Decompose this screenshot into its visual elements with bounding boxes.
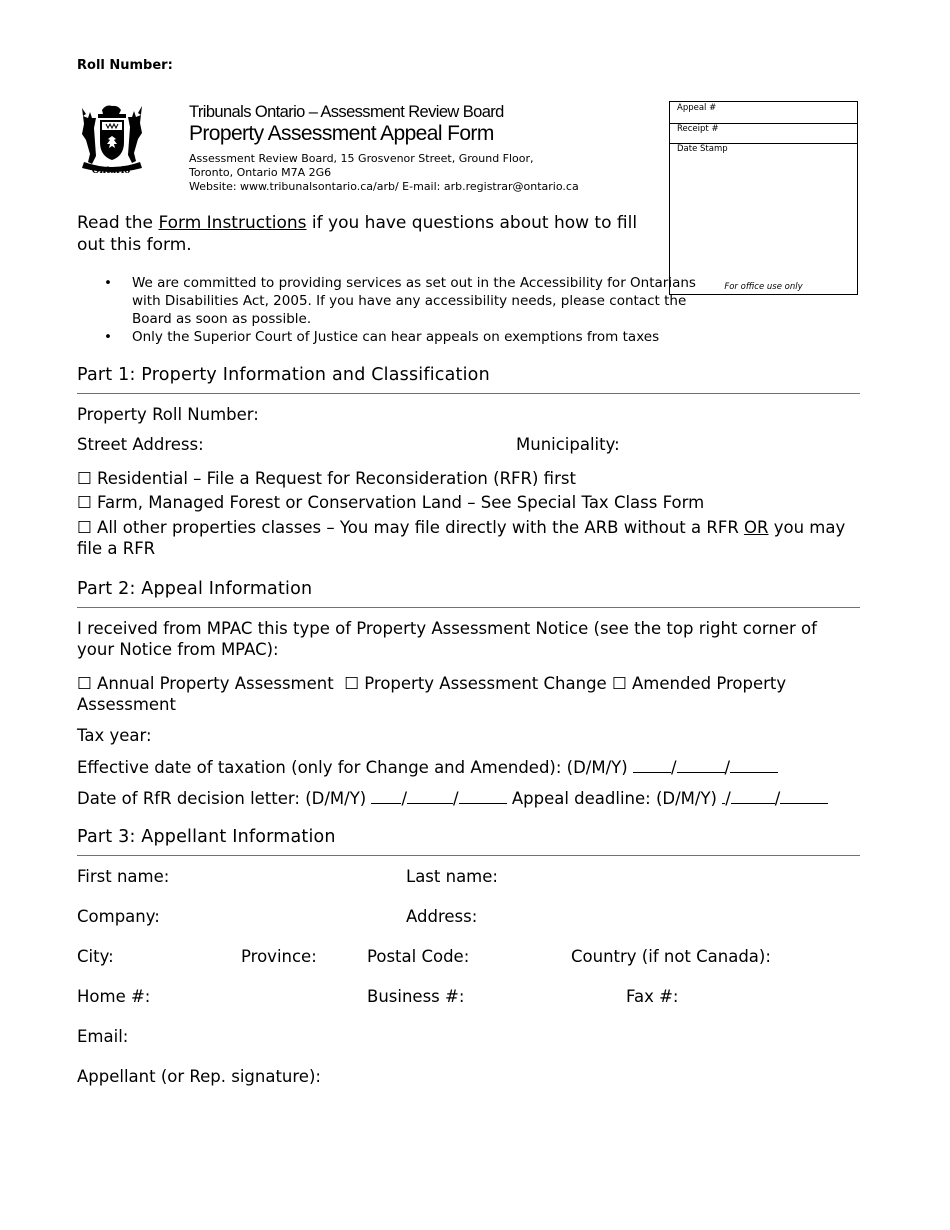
other-label-or: OR	[744, 518, 769, 537]
notice-list	[104, 274, 704, 346]
annual-label: Annual Property Assessment	[97, 674, 334, 693]
home-phone-field[interactable]: Home #:	[77, 987, 151, 1006]
checkbox-icon[interactable]: ☐	[77, 674, 92, 693]
effective-date-label: Effective date of taxation (only for Change and Amended): (D/M/Y)	[77, 758, 628, 777]
slash: /	[453, 789, 459, 808]
checkbox-icon[interactable]: ☐	[611, 674, 627, 693]
organization-name: Tribunals Ontario – Assessment Review Board	[189, 103, 504, 121]
checkbox-icon[interactable]: ☐	[77, 469, 92, 488]
exemption-notice: Only the Superior Court of Justice can hear appeals on exemptions from taxes	[132, 329, 660, 345]
checkbox-icon[interactable]: ☐	[77, 518, 92, 537]
change-label: Property Assessment Change	[364, 674, 607, 693]
business-phone-field[interactable]: Business #:	[367, 987, 465, 1006]
deadline-month-input[interactable]	[731, 787, 775, 804]
list-item	[104, 274, 704, 328]
tax-year-field[interactable]: Tax year:	[77, 726, 152, 745]
rfr-year-input[interactable]	[459, 787, 507, 804]
slash: /	[401, 789, 408, 808]
rfr-date-label: Date of RfR decision letter: (D/M/Y)	[77, 789, 367, 808]
effective-year-input[interactable]	[730, 756, 778, 773]
country-field[interactable]: Country (if not Canada):	[571, 947, 771, 966]
residential-option[interactable]	[77, 468, 576, 489]
rfr-day-input[interactable]	[371, 787, 401, 804]
slash: /	[725, 789, 731, 808]
farm-option[interactable]	[77, 492, 704, 513]
list-item	[104, 328, 704, 346]
intro-pre: Read the	[77, 213, 159, 233]
property-roll-number-field[interactable]: Property Roll Number:	[77, 405, 259, 424]
effective-date-row	[77, 756, 778, 778]
appeal-number-row	[670, 102, 857, 124]
logo-label: Ontario	[91, 166, 131, 176]
bullet-icon: •	[104, 329, 112, 345]
part1-divider	[77, 393, 860, 394]
part3-heading: Part 3: Appellant Information	[77, 827, 336, 847]
accessibility-notice: We are committed to providing services as set out in the Accessibility for Ontarians with Disabilities Act, 2005. If you have any accessibility needs, please contact the Board as soon as possible.	[132, 275, 696, 327]
municipality-field[interactable]: Municipality:	[516, 435, 620, 454]
roll-number-label: Roll Number:	[77, 58, 173, 73]
other-properties-option[interactable]	[77, 517, 867, 559]
receipt-number-label: Receipt #	[677, 124, 719, 134]
farm-label: Farm, Managed Forest or Conservation Land – See Special Tax Class Form	[97, 493, 705, 512]
first-name-field[interactable]: First name:	[77, 867, 170, 886]
appeal-number-label: Appeal #	[677, 103, 717, 113]
appeal-deadline-label: Appeal deadline: (D/M/Y)	[511, 789, 717, 808]
fax-field[interactable]: Fax #:	[626, 987, 679, 1006]
slash: /	[724, 758, 731, 777]
part2-divider	[77, 607, 860, 608]
part2-heading: Part 2: Appeal Information	[77, 579, 313, 599]
contact-line: Website: www.tribunalsontario.ca/arb/ E-mail: arb.registrar@ontario.ca	[189, 180, 579, 193]
rfr-deadline-row	[77, 787, 828, 809]
address-line-1: Assessment Review Board, 15 Grosvenor Street, Ground Floor,	[189, 152, 534, 165]
amended-label: Amended Property Assessment	[77, 674, 787, 714]
last-name-field[interactable]: Last name:	[406, 867, 498, 886]
date-stamp-label: Date Stamp	[677, 144, 728, 154]
other-label-b: you may file a RFR	[77, 518, 846, 558]
office-use-note: For office use only	[724, 282, 803, 292]
receipt-number-row	[670, 123, 857, 144]
form-title: Property Assessment Appeal Form	[189, 122, 494, 145]
part1-heading: Part 1: Property Information and Classification	[77, 365, 490, 385]
city-field[interactable]: City:	[77, 947, 114, 966]
postal-code-field[interactable]: Postal Code:	[367, 947, 470, 966]
part3-divider	[77, 855, 860, 856]
address-line-2: Toronto, Ontario M7A 2G6	[189, 166, 332, 179]
effective-day-input[interactable]	[633, 756, 671, 773]
office-use-box	[669, 101, 858, 295]
intro-text	[77, 212, 657, 256]
address-field[interactable]: Address:	[406, 907, 478, 926]
notice-type-question: I received from MPAC this type of Property Assessment Notice (see the top right corner of your Notice from MPAC):	[77, 619, 817, 659]
deadline-year-input[interactable]	[780, 787, 828, 804]
email-field[interactable]: Email:	[77, 1027, 129, 1046]
slash: /	[670, 758, 677, 777]
signature-field[interactable]: Appellant (or Rep. signature):	[77, 1067, 321, 1086]
notice-type-options	[77, 673, 857, 715]
checkbox-icon[interactable]: ☐	[77, 493, 92, 512]
other-label-a: All other properties classes – You may file directly with the ARB without a RFR	[97, 518, 745, 537]
residential-label: Residential – File a Request for Reconsideration (RFR) first	[97, 469, 576, 488]
checkbox-icon[interactable]: ☐	[344, 674, 359, 693]
intro-post: if you have questions about how to fill out this form.	[77, 213, 638, 255]
province-field[interactable]: Province:	[241, 947, 317, 966]
company-field[interactable]: Company:	[77, 907, 160, 926]
bullet-icon: •	[104, 275, 112, 291]
change-option[interactable]	[344, 674, 607, 693]
street-address-field[interactable]: Street Address:	[77, 435, 204, 454]
form-instructions-link[interactable]: Form Instructions	[158, 213, 307, 233]
slash: /	[774, 789, 781, 808]
annual-option[interactable]	[77, 674, 334, 693]
effective-month-input[interactable]	[677, 756, 725, 773]
rfr-month-input[interactable]	[407, 787, 453, 804]
